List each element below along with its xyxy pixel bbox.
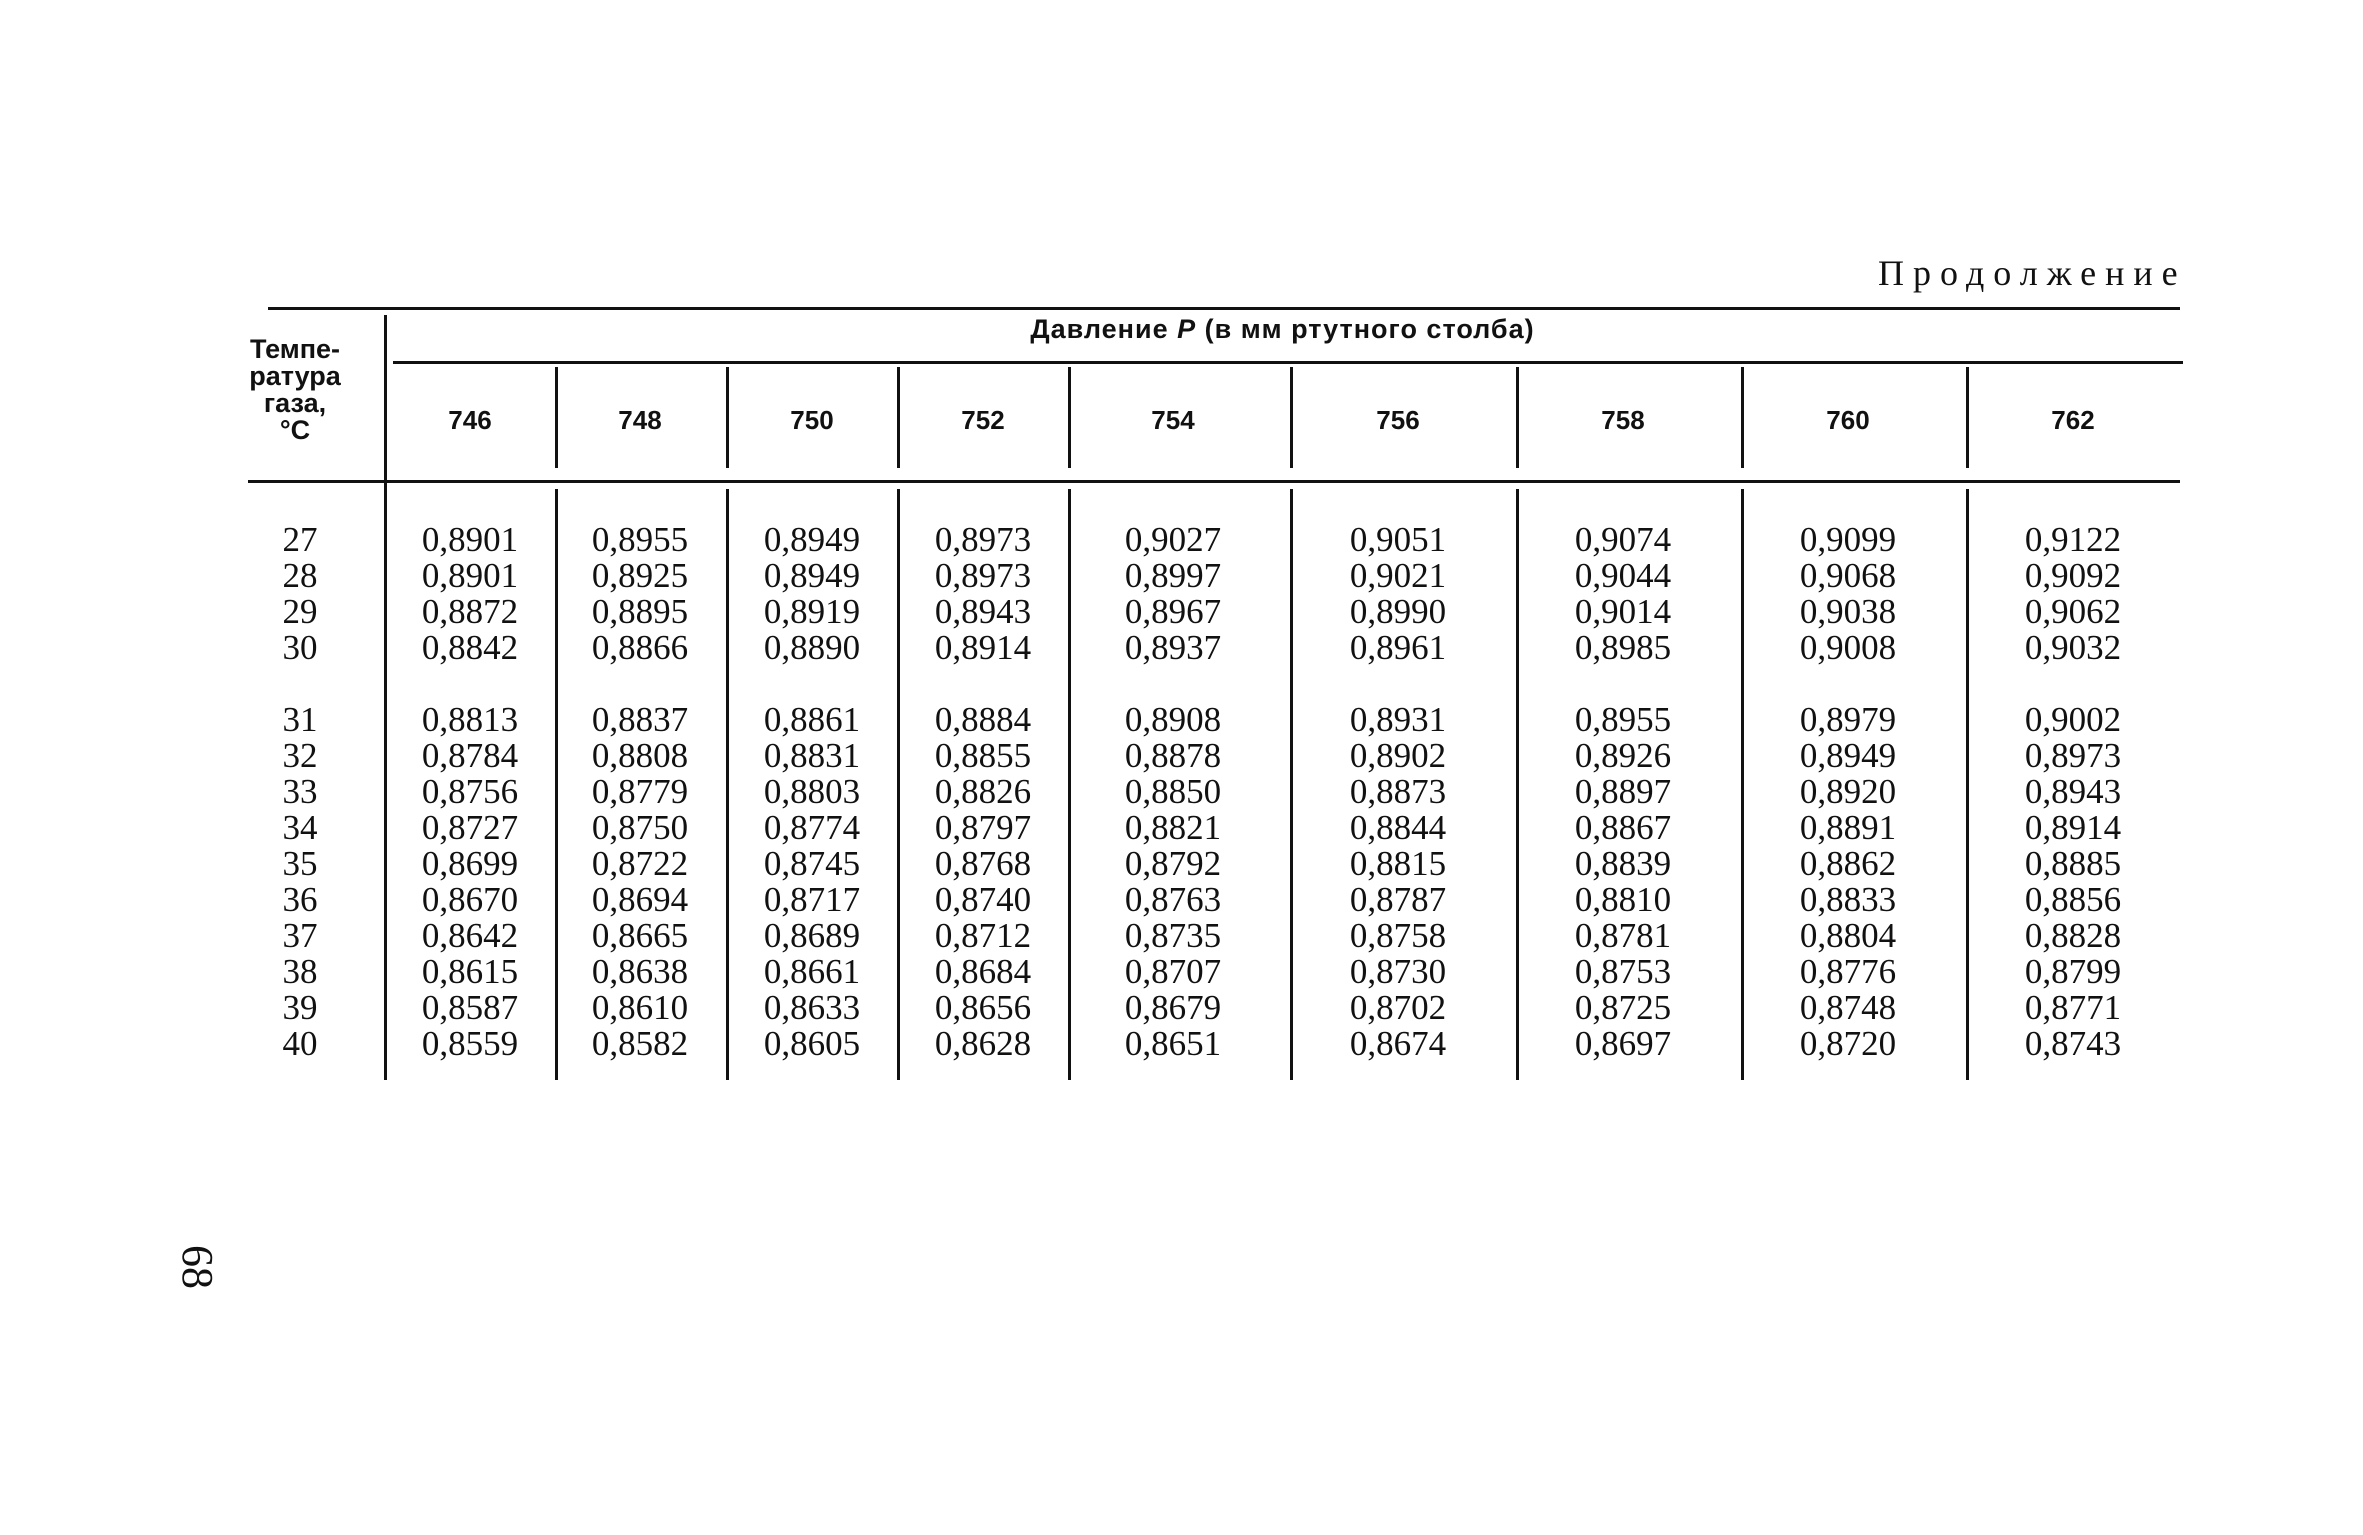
value-cell: 0,8895	[591, 592, 689, 631]
value-cell: 0,8878	[1124, 736, 1222, 775]
body-divider	[897, 489, 900, 1080]
value-cell: 0,8949	[763, 556, 861, 595]
value-cell: 0,8559	[421, 1024, 519, 1063]
pressure-column-754: 754	[1151, 405, 1195, 435]
value-cell: 0,8901	[421, 520, 519, 559]
body-divider	[1068, 489, 1071, 1080]
value-cell: 0,8784	[421, 736, 519, 775]
value-cell: 0,8867	[1574, 808, 1672, 847]
value-cell: 0,8914	[2024, 808, 2122, 847]
value-cell: 0,8717	[763, 880, 861, 919]
value-cell: 0,8670	[421, 880, 519, 919]
value-cell: 0,8610	[591, 988, 689, 1027]
value-cell: 0,8872	[421, 592, 519, 631]
value-cell: 0,8727	[421, 808, 519, 847]
value-cell: 0,9122	[2024, 520, 2122, 559]
value-cell: 0,8949	[763, 520, 861, 559]
value-cell: 0,8890	[763, 628, 861, 667]
value-cell: 0,8856	[2024, 880, 2122, 919]
body-divider	[1516, 489, 1519, 1080]
value-cell: 0,8743	[2024, 1024, 2122, 1063]
body-divider	[1741, 489, 1744, 1080]
temp-header-line-3: газа,	[263, 388, 327, 418]
pressure-column-762: 762	[2051, 405, 2095, 435]
pressure-column-746: 746	[448, 405, 492, 435]
value-cell: 0,8792	[1124, 844, 1222, 883]
temperature-cell: 38	[282, 952, 318, 991]
value-cell: 0,9021	[1349, 556, 1447, 595]
value-cell: 0,8873	[1349, 772, 1447, 811]
value-cell: 0,8605	[763, 1024, 861, 1063]
value-cell: 0,8826	[934, 772, 1032, 811]
pressure-column-750: 750	[790, 405, 834, 435]
value-cell: 0,8712	[934, 916, 1032, 955]
value-cell: 0,8702	[1349, 988, 1447, 1027]
temperature-cell: 34	[282, 808, 318, 847]
value-cell: 0,8990	[1349, 592, 1447, 631]
header-bottom-rule	[248, 480, 2180, 483]
value-cell: 0,8902	[1349, 736, 1447, 775]
value-cell: 0,8821	[1124, 808, 1222, 847]
temp-header-line-1: Темпе-	[249, 334, 341, 364]
value-cell: 0,9068	[1799, 556, 1897, 595]
temp-column-divider	[384, 315, 387, 1080]
value-cell: 0,8813	[421, 700, 519, 739]
header-divider	[1068, 367, 1071, 468]
body-divider	[726, 489, 729, 1080]
value-cell: 0,8961	[1349, 628, 1447, 667]
value-cell: 0,8787	[1349, 880, 1447, 919]
temperature-cell: 37	[282, 916, 318, 955]
value-cell: 0,8656	[934, 988, 1032, 1027]
value-cell: 0,8768	[934, 844, 1032, 883]
page-number: 68	[173, 1245, 222, 1289]
header-divider	[1516, 367, 1519, 468]
temperature-cell: 27	[282, 520, 318, 559]
value-cell: 0,8661	[763, 952, 861, 991]
value-cell: 0,8745	[763, 844, 861, 883]
value-cell: 0,9038	[1799, 592, 1897, 631]
value-cell: 0,8804	[1799, 916, 1897, 955]
pressure-header-unit: (в мм ртутного столба)	[1196, 314, 1535, 344]
value-cell: 0,8679	[1124, 988, 1222, 1027]
pressure-group-header	[385, 314, 2180, 345]
value-cell: 0,8776	[1799, 952, 1897, 991]
pressure-column-752: 752	[961, 405, 1005, 435]
value-cell: 0,8815	[1349, 844, 1447, 883]
value-cell: 0,8850	[1124, 772, 1222, 811]
value-cell: 0,8725	[1574, 988, 1672, 1027]
value-cell: 0,8861	[763, 700, 861, 739]
value-cell: 0,8582	[591, 1024, 689, 1063]
temperature-cell: 40	[282, 1024, 318, 1063]
value-cell: 0,9062	[2024, 592, 2122, 631]
value-cell: 0,9008	[1799, 628, 1897, 667]
value-cell: 0,9074	[1574, 520, 1672, 559]
value-cell: 0,8919	[763, 592, 861, 631]
value-cell: 0,8967	[1124, 592, 1222, 631]
value-cell: 0,8997	[1124, 556, 1222, 595]
value-cell: 0,9014	[1574, 592, 1672, 631]
temperature-cell: 30	[282, 628, 318, 667]
value-cell: 0,8901	[421, 556, 519, 595]
value-cell: 0,8699	[421, 844, 519, 883]
temp-header-line-4: °С	[279, 415, 311, 445]
value-cell: 0,8756	[421, 772, 519, 811]
header-divider	[1966, 367, 1969, 468]
value-cell: 0,8781	[1574, 916, 1672, 955]
value-cell: 0,8799	[2024, 952, 2122, 991]
value-cell: 0,8642	[421, 916, 519, 955]
value-cell: 0,9032	[2024, 628, 2122, 667]
value-cell: 0,8697	[1574, 1024, 1672, 1063]
temperature-cell: 35	[282, 844, 318, 883]
header-divider	[726, 367, 729, 468]
value-cell: 0,8707	[1124, 952, 1222, 991]
temperature-cell: 39	[282, 988, 318, 1027]
value-cell: 0,8797	[934, 808, 1032, 847]
value-cell: 0,8758	[1349, 916, 1447, 955]
body-divider	[1290, 489, 1293, 1080]
temperature-cell: 28	[282, 556, 318, 595]
value-cell: 0,8615	[421, 952, 519, 991]
value-cell: 0,8885	[2024, 844, 2122, 883]
value-cell: 0,8628	[934, 1024, 1032, 1063]
value-cell: 0,8638	[591, 952, 689, 991]
pressure-column-748: 748	[618, 405, 662, 435]
value-cell: 0,8955	[591, 520, 689, 559]
value-cell: 0,8748	[1799, 988, 1897, 1027]
value-cell: 0,8633	[763, 988, 861, 1027]
value-cell: 0,8862	[1799, 844, 1897, 883]
header-divider	[897, 367, 900, 468]
value-cell: 0,8908	[1124, 700, 1222, 739]
header-divider	[1290, 367, 1293, 468]
temperature-column-header	[236, 336, 354, 444]
value-cell: 0,8897	[1574, 772, 1672, 811]
pressure-column-760: 760	[1826, 405, 1870, 435]
value-cell: 0,8587	[421, 988, 519, 1027]
pressure-column-756: 756	[1376, 405, 1420, 435]
header-divider	[555, 367, 558, 468]
pressure-column-758: 758	[1601, 405, 1645, 435]
value-cell: 0,8920	[1799, 772, 1897, 811]
pressure-symbol: P	[1177, 314, 1197, 344]
header-divider	[1741, 367, 1744, 468]
value-cell: 0,8735	[1124, 916, 1222, 955]
value-cell: 0,8720	[1799, 1024, 1897, 1063]
value-cell: 0,8855	[934, 736, 1032, 775]
pressure-header-text: Давление	[1030, 314, 1178, 344]
value-cell: 0,8722	[591, 844, 689, 883]
value-cell: 0,8979	[1799, 700, 1897, 739]
value-cell: 0,8740	[934, 880, 1032, 919]
value-cell: 0,8831	[763, 736, 861, 775]
value-cell: 0,8914	[934, 628, 1032, 667]
value-cell: 0,8803	[763, 772, 861, 811]
value-cell: 0,9044	[1574, 556, 1672, 595]
value-cell: 0,8973	[934, 556, 1032, 595]
value-cell: 0,8926	[1574, 736, 1672, 775]
table-top-rule	[268, 307, 2180, 310]
value-cell: 0,8985	[1574, 628, 1672, 667]
pressure-group-rule	[393, 361, 2183, 364]
value-cell: 0,8730	[1349, 952, 1447, 991]
value-cell: 0,8866	[591, 628, 689, 667]
value-cell: 0,8931	[1349, 700, 1447, 739]
value-cell: 0,8943	[934, 592, 1032, 631]
value-cell: 0,8694	[591, 880, 689, 919]
value-cell: 0,8750	[591, 808, 689, 847]
value-cell: 0,8973	[934, 520, 1032, 559]
value-cell: 0,9092	[2024, 556, 2122, 595]
body-divider	[555, 489, 558, 1080]
value-cell: 0,8808	[591, 736, 689, 775]
value-cell: 0,9099	[1799, 520, 1897, 559]
temp-header-line-2: ратура	[249, 361, 341, 391]
value-cell: 0,8753	[1574, 952, 1672, 991]
value-cell: 0,8774	[763, 808, 861, 847]
value-cell: 0,8943	[2024, 772, 2122, 811]
temperature-cell: 31	[282, 700, 318, 739]
value-cell: 0,8689	[763, 916, 861, 955]
value-cell: 0,8771	[2024, 988, 2122, 1027]
value-cell: 0,8925	[591, 556, 689, 595]
value-cell: 0,8763	[1124, 880, 1222, 919]
value-cell: 0,8884	[934, 700, 1032, 739]
temperature-cell: 32	[282, 736, 318, 775]
value-cell: 0,8665	[591, 916, 689, 955]
value-cell: 0,8839	[1574, 844, 1672, 883]
temperature-cell: 33	[282, 772, 318, 811]
body-divider	[1966, 489, 1969, 1080]
temperature-cell: 36	[282, 880, 318, 919]
value-cell: 0,8779	[591, 772, 689, 811]
value-cell: 0,8837	[591, 700, 689, 739]
temperature-cell: 29	[282, 592, 318, 631]
continuation-label: Продолжение	[1878, 253, 2187, 293]
value-cell: 0,8828	[2024, 916, 2122, 955]
value-cell: 0,9051	[1349, 520, 1447, 559]
value-cell: 0,8842	[421, 628, 519, 667]
value-cell: 0,9002	[2024, 700, 2122, 739]
value-cell: 0,8949	[1799, 736, 1897, 775]
value-cell: 0,8844	[1349, 808, 1447, 847]
value-cell: 0,8833	[1799, 880, 1897, 919]
value-cell: 0,8891	[1799, 808, 1897, 847]
value-cell: 0,9027	[1124, 520, 1222, 559]
value-cell: 0,8937	[1124, 628, 1222, 667]
value-cell: 0,8810	[1574, 880, 1672, 919]
value-cell: 0,8674	[1349, 1024, 1447, 1063]
value-cell: 0,8955	[1574, 700, 1672, 739]
value-cell: 0,8973	[2024, 736, 2122, 775]
value-cell: 0,8651	[1124, 1024, 1222, 1063]
value-cell: 0,8684	[934, 952, 1032, 991]
